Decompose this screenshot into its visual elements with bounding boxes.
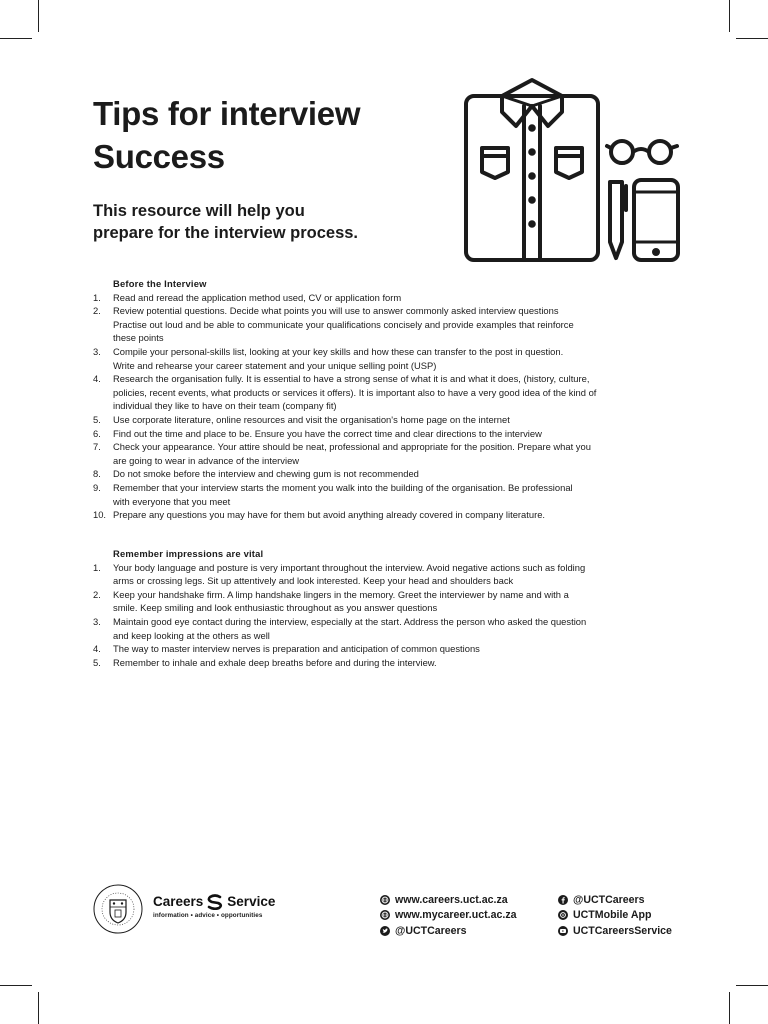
list-item-text: Write and rehearse your career statement and your unique selling point (USP) bbox=[113, 359, 437, 371]
list-item-number: 10. bbox=[93, 509, 107, 521]
crop-mark bbox=[729, 0, 730, 32]
page-title-line: Tips for interview bbox=[93, 95, 361, 132]
list-item-number: 3. bbox=[93, 345, 101, 357]
contact-link-text: @UCTCareers bbox=[573, 893, 645, 906]
crop-mark bbox=[729, 992, 730, 1024]
contact-link-text: UCTCareersService bbox=[573, 924, 672, 937]
list-item-number: 9. bbox=[93, 481, 101, 493]
list-item bbox=[93, 440, 683, 467]
contact-link[interactable] bbox=[558, 908, 672, 924]
list-item-text: Keep your handshake firm. A limp handshake lingers in the memory. Greet the interviewer by name and with a bbox=[113, 588, 569, 600]
list-item-number: 8. bbox=[93, 468, 101, 480]
list-item-text: Use corporate literature, online resources and visit the organisation's home page on the internet bbox=[113, 413, 510, 425]
list-item-number: 6. bbox=[93, 427, 101, 439]
twitter-icon bbox=[380, 926, 390, 936]
list-item-text: The way to master interview nerves is preparation and anticipation of common questions bbox=[113, 643, 480, 655]
page-title bbox=[93, 92, 433, 178]
interview-outfit-illustration bbox=[462, 76, 682, 266]
list-item-number: 4. bbox=[93, 373, 101, 385]
shirt-icon bbox=[466, 80, 598, 260]
crop-mark bbox=[736, 38, 768, 39]
list-item-text: arms or crossing legs. Sit up attentively and look interested. Keep your head and shoulders back bbox=[113, 575, 514, 587]
list-item-text: Check your appearance. Your attire should be neat, professional and appropriate for the position. Prepare what you bbox=[113, 441, 591, 453]
impressions-section bbox=[93, 547, 683, 669]
section-heading: Before the Interview bbox=[113, 278, 207, 289]
list-item bbox=[93, 345, 683, 372]
list-item-text: individual they like to have on their team (company fit) bbox=[113, 400, 337, 412]
pen-icon bbox=[610, 182, 626, 258]
list-item bbox=[93, 642, 683, 656]
glasses-icon bbox=[607, 141, 677, 163]
brand-name bbox=[153, 894, 293, 910]
tips-list bbox=[93, 291, 683, 522]
brand-name-left: Careers bbox=[153, 894, 204, 909]
list-item-text: Remember that your interview starts the moment you walk into the building of the organisation. Be professional bbox=[113, 481, 573, 493]
list-item-text: policies, recent events, what products or services it offers). It is important also to have a very good idea of the kind of bbox=[113, 386, 597, 398]
list-item bbox=[93, 588, 683, 615]
list-item-number: 3. bbox=[93, 615, 101, 627]
list-item-text: Remember to inhale and exhale deep breaths before and during the interview. bbox=[113, 656, 437, 668]
list-item bbox=[93, 427, 683, 441]
list-item-text: Read and reread the application method used, CV or application form bbox=[113, 291, 402, 303]
list-item bbox=[93, 467, 683, 481]
list-item-text: Practise out loud and be able to communicate your qualifications concisely and provide examples that reinforce bbox=[113, 318, 574, 330]
list-item-text: smile. Keep smiling and look enthusiastic throughout as you answer questions bbox=[113, 602, 438, 614]
contact-links-right bbox=[558, 892, 672, 939]
list-item-number: 1. bbox=[93, 561, 101, 573]
contact-link-text: www.careers.uct.ac.za bbox=[395, 893, 508, 906]
brand-tagline: information • advice • opportunities bbox=[153, 912, 263, 919]
tips-list bbox=[93, 561, 683, 670]
list-item-text: with everyone that you meet bbox=[113, 495, 231, 507]
list-item-number: 1. bbox=[93, 291, 101, 303]
contact-link-text: UCTMobile App bbox=[573, 909, 652, 922]
list-item bbox=[93, 615, 683, 642]
careers-service-logo bbox=[92, 883, 282, 943]
list-item bbox=[93, 508, 683, 522]
mobile-app-icon bbox=[558, 910, 568, 920]
list-item bbox=[93, 372, 683, 413]
contact-link[interactable] bbox=[380, 892, 517, 908]
section-heading: Remember impressions are vital bbox=[113, 548, 264, 559]
page-subtitle bbox=[93, 200, 433, 244]
mobile-phone-icon bbox=[634, 180, 678, 260]
list-item-number: 2. bbox=[93, 305, 101, 317]
youtube-icon bbox=[558, 926, 568, 936]
list-item-text: Research the organisation fully. It is essential to have a strong sense of what it is and what it does, (history, culture, bbox=[113, 373, 590, 385]
list-item bbox=[93, 291, 683, 305]
contact-links-left bbox=[380, 892, 517, 939]
crop-mark bbox=[0, 38, 32, 39]
list-item-number: 5. bbox=[93, 413, 101, 425]
university-seal-icon bbox=[92, 883, 144, 935]
before-interview-section bbox=[93, 277, 683, 522]
globe-icon bbox=[380, 895, 390, 905]
list-item-number: 5. bbox=[93, 656, 101, 668]
careers-s-logo-icon bbox=[205, 894, 225, 910]
list-item-text: are going to wear in advance of the interview bbox=[113, 454, 300, 466]
contact-link[interactable] bbox=[558, 923, 672, 939]
list-item-text: Find out the time and place to be. Ensure you have the correct time and clear directions to the interview bbox=[113, 427, 542, 439]
page-subtitle-line: This resource will help you bbox=[93, 202, 305, 220]
globe-icon bbox=[380, 910, 390, 920]
crop-mark bbox=[38, 992, 39, 1024]
list-item bbox=[93, 413, 683, 427]
crop-mark bbox=[38, 0, 39, 32]
list-item-text: Do not smoke before the interview and chewing gum is not recommended bbox=[113, 468, 419, 480]
brand bbox=[153, 894, 293, 919]
list-item bbox=[93, 304, 683, 345]
list-item-text: Prepare any questions you may have for them but avoid anything already covered in company literature. bbox=[113, 509, 546, 521]
contact-link-text: www.mycareer.uct.ac.za bbox=[395, 909, 517, 922]
list-item-text: Your body language and posture is very important throughout the interview. Avoid negative actions such as folding bbox=[113, 561, 586, 573]
list-item-number: 7. bbox=[93, 441, 101, 453]
list-item-text: Maintain good eye contact during the interview, especially at the start. Address the person who asked the question bbox=[113, 615, 587, 627]
list-item bbox=[93, 656, 683, 670]
brand-name-right: Service bbox=[227, 894, 276, 909]
facebook-icon bbox=[558, 895, 568, 905]
contact-link[interactable] bbox=[558, 892, 672, 908]
list-item-number: 4. bbox=[93, 643, 101, 655]
crop-mark bbox=[0, 985, 32, 986]
list-item bbox=[93, 481, 683, 508]
page-subtitle-line: prepare for the interview process. bbox=[93, 224, 359, 242]
list-item bbox=[93, 561, 683, 588]
list-item-text: Review potential questions. Decide what points you will use to answer commonly asked interview questions bbox=[113, 305, 559, 317]
crop-mark bbox=[736, 985, 768, 986]
contact-link[interactable] bbox=[380, 908, 517, 924]
contact-link[interactable] bbox=[380, 923, 517, 939]
list-item-text: these points bbox=[113, 332, 164, 344]
list-item-text: and keep looking at the others as well bbox=[113, 629, 270, 641]
page-title-line: Success bbox=[93, 138, 225, 175]
list-item-number: 2. bbox=[93, 588, 101, 600]
contact-link-text: @UCTCareers bbox=[395, 924, 467, 937]
list-item-text: Compile your personal-skills list, looking at your key skills and how these can transfer to the post in question. bbox=[113, 345, 564, 357]
